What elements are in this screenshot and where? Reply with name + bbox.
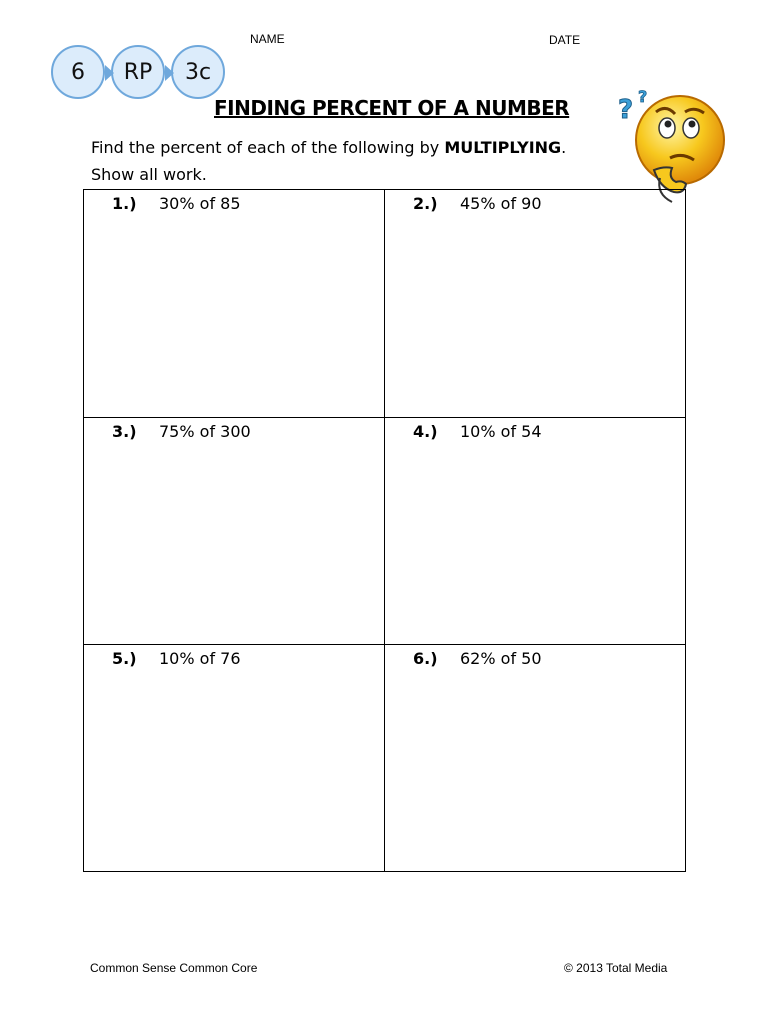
problem-grid — [83, 189, 686, 872]
footer-left: Common Sense Common Core — [90, 961, 258, 975]
problem-text: 62% of 50 — [460, 649, 542, 668]
footer-right: © 2013 Total Media — [564, 961, 668, 975]
problem-text: 45% of 90 — [460, 194, 542, 213]
name-label: NAME — [250, 32, 285, 46]
grade-badge: 6 — [51, 45, 105, 99]
svg-text:?: ? — [618, 95, 634, 125]
instructions-period: . — [561, 138, 567, 157]
problem-number: 3.) — [112, 422, 137, 441]
chevron-right-icon — [165, 65, 174, 81]
problem-cell[interactable] — [84, 190, 384, 417]
instructions-emphasis: MULTIPLYING — [444, 138, 562, 157]
problem-cell[interactable] — [384, 417, 685, 644]
problem-number: 5.) — [112, 649, 137, 668]
instructions-line-2: Show all work. — [91, 165, 207, 184]
problem-cell[interactable] — [84, 417, 384, 644]
problem-text: 75% of 300 — [159, 422, 251, 441]
problem-number: 6.) — [413, 649, 438, 668]
instructions-text: Find the percent of each of the following by — [91, 138, 445, 157]
date-label: DATE — [549, 33, 581, 47]
standard-badge: 3c — [171, 45, 225, 99]
problem-text: 10% of 54 — [460, 422, 542, 441]
instructions-line-1 — [91, 138, 566, 157]
chevron-right-icon — [105, 65, 114, 81]
problem-cell[interactable] — [384, 190, 685, 417]
problem-cell[interactable] — [384, 644, 685, 871]
domain-badge: RP — [111, 45, 165, 99]
problem-text: 10% of 76 — [159, 649, 241, 668]
problem-text: 30% of 85 — [159, 194, 241, 213]
problem-number: 2.) — [413, 194, 438, 213]
svg-text:?: ? — [638, 87, 648, 106]
standard-badges — [51, 45, 231, 103]
problem-number: 1.) — [112, 194, 137, 213]
problem-number: 4.) — [413, 422, 438, 441]
thinking-face-icon — [612, 82, 730, 206]
problem-cell[interactable] — [84, 644, 384, 871]
worksheet-title: FINDING PERCENT OF A NUMBER — [214, 96, 570, 120]
